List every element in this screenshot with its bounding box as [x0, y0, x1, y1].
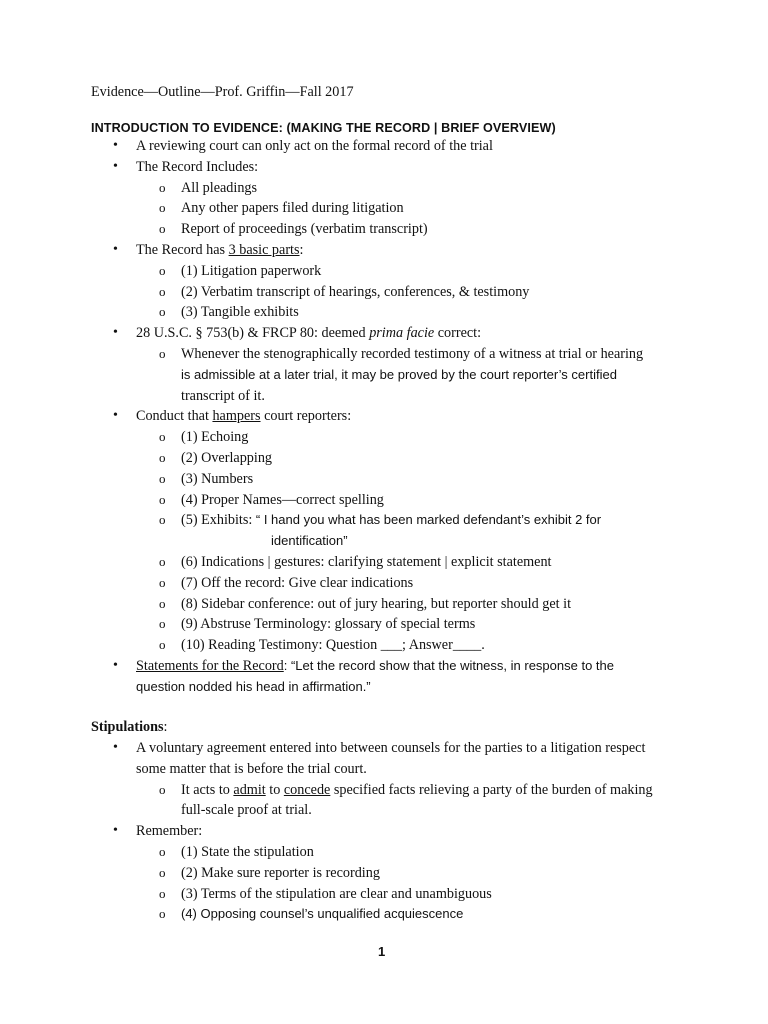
underlined-text: concede [283, 781, 331, 798]
list-item: o (2) Make sure reporter is recording [0, 863, 657, 884]
list-item [0, 406, 643, 427]
text: : “Let the record show that the witness, in response to the [283, 657, 614, 673]
text: correct: [434, 325, 482, 342]
stipulations-list [0, 738, 657, 925]
list-item [0, 240, 643, 261]
list-item: o (2) Verbatim transcript of hearings, conferences, & testimony [0, 282, 643, 303]
text: to [265, 781, 284, 798]
italic-text: prima facie [369, 325, 435, 342]
text: court reporters: [260, 408, 352, 425]
list-item: o (2) Overlapping [0, 448, 643, 469]
section-heading-intro [91, 121, 556, 135]
underlined-text: admit [233, 781, 266, 798]
list-item: o Report of proceedings (verbatim transcript) [0, 219, 643, 240]
text: Whenever the stenographically recorded testimony of a witness at trial or hearing [181, 345, 644, 362]
list-item: o (4) Proper Names—correct spelling [0, 490, 643, 511]
text: (5) Exhibits: [181, 512, 256, 529]
list-item-continuation [0, 365, 643, 386]
heading-paren: (MAKING THE RECORD | BRIEF OVERVIEW) [286, 121, 556, 135]
section-heading-stipulations [91, 719, 168, 736]
text: transcript of it. [181, 387, 265, 404]
list-item: • A reviewing court can only act on the formal record of the trial [0, 136, 643, 157]
intro-list [0, 136, 643, 698]
list-item [0, 904, 657, 925]
underlined-text: hampers [212, 408, 261, 425]
text: : [299, 241, 304, 258]
text: It acts to [181, 781, 234, 798]
list-item [0, 323, 643, 344]
text: Conduct that [136, 408, 213, 425]
list-item [0, 344, 643, 365]
text: 28 U.S.C. § 753(b) & FRCP 80: deemed [136, 325, 370, 342]
text: identification” [271, 533, 348, 549]
list-item: o (10) Reading Testimony: Question ___; Answer____. [0, 635, 643, 656]
heading-text: Stipulations [91, 719, 164, 735]
text: is admissible at a later trial, it may be proved by the court reporter’s certified [181, 366, 617, 382]
list-item: o All pleadings [0, 178, 643, 199]
list-item: o (3) Numbers [0, 469, 643, 490]
list-item: o Any other papers filed during litigation [0, 198, 643, 219]
text: question nodded his head in affirmation.” [136, 678, 371, 694]
heading-main: INTRODUCTION TO EVIDENCE: [91, 121, 287, 135]
list-item-continuation [0, 386, 643, 407]
list-item: o (3) Tangible exhibits [0, 302, 643, 323]
document-title: Evidence—Outline—Prof. Griffin—Fall 2017 [91, 84, 354, 100]
list-item [0, 656, 643, 677]
text: (4) Opposing counsel’s unqualified acquiescence [181, 906, 464, 922]
list-item: o (1) Litigation paperwork [0, 261, 643, 282]
text: The Record has [136, 241, 229, 258]
list-item [0, 780, 657, 822]
page-number: 1 [378, 944, 386, 959]
list-item: o (3) Terms of the stipulation are clear and unambiguous [0, 884, 657, 905]
text: “ I hand you what has been marked defendant’s exhibit 2 for [255, 512, 602, 528]
list-item: • The Record Includes: [0, 157, 643, 178]
underlined-text: Statements for the Record [136, 657, 284, 674]
list-item: o (1) State the stipulation [0, 842, 657, 863]
list-item: • Remember: [0, 821, 657, 842]
list-item [0, 738, 657, 780]
list-item-continuation [0, 531, 643, 552]
list-item: o (7) Off the record: Give clear indications [0, 573, 643, 594]
list-item: o (9) Abstruse Terminology: glossary of special terms [0, 614, 643, 635]
list-item: o (8) Sidebar conference: out of jury hearing, but reporter should get it [0, 594, 643, 615]
underlined-text: 3 basic parts [228, 241, 300, 258]
list-item-continuation [0, 677, 643, 698]
list-item: o (1) Echoing [0, 427, 643, 448]
text: specified facts relieving a party of the burden of making full-scale proof at trial. [181, 781, 653, 819]
text: A voluntary agreement entered into between counsels for the parties to a litigation respect some matter that is before the trial court. [136, 740, 646, 777]
heading-colon: : [163, 719, 168, 735]
list-item [0, 510, 643, 531]
list-item: o (6) Indications | gestures: clarifying statement | explicit statement [0, 552, 643, 573]
